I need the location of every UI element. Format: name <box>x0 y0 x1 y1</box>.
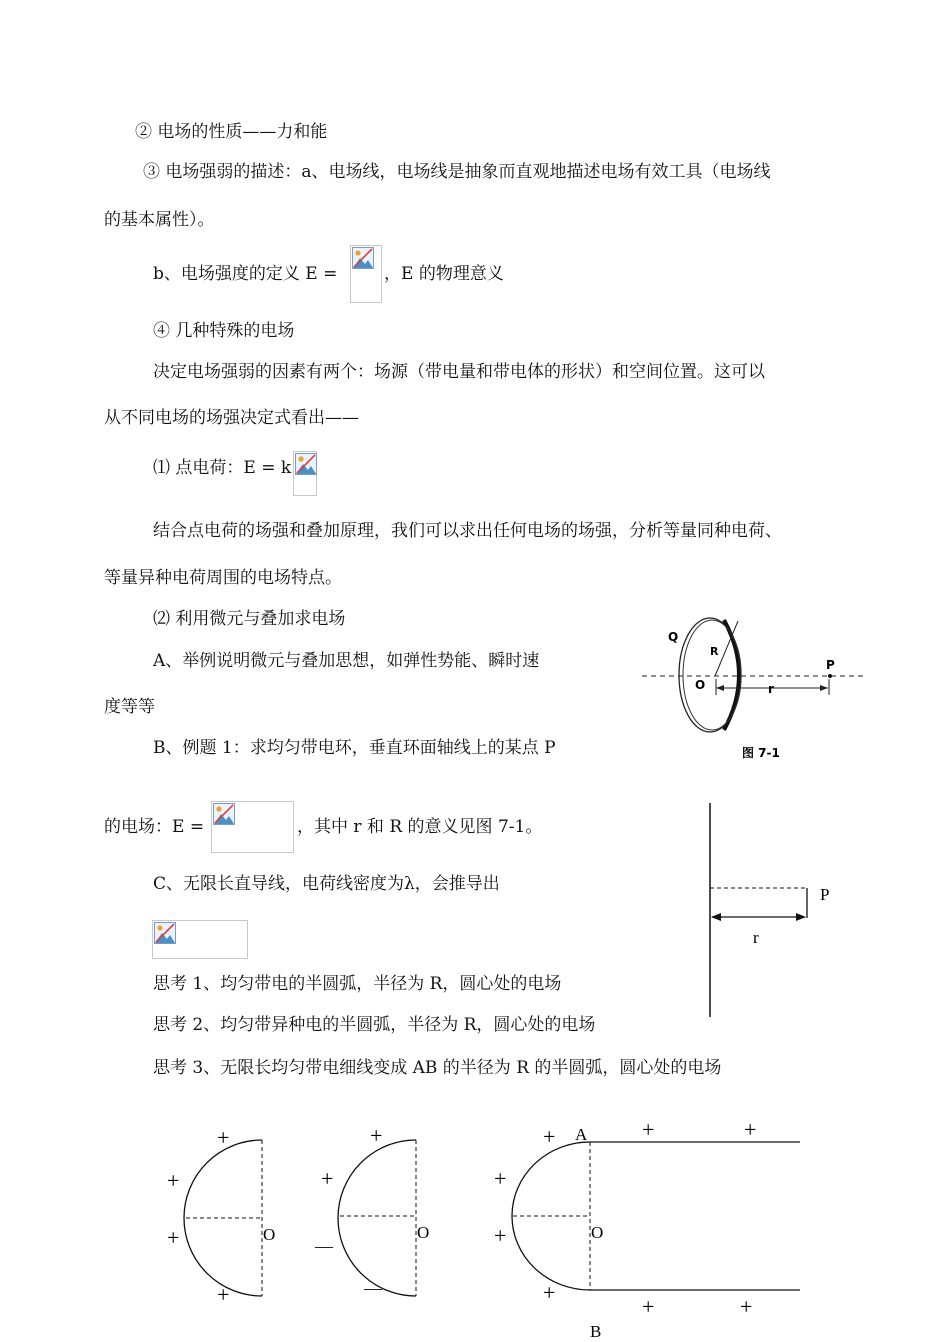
fig3-sign: + <box>744 1117 757 1142</box>
fig3-sign: + <box>543 1124 556 1149</box>
line-example-a-cont: 度等等 <box>104 697 155 717</box>
fig1-sign: + <box>217 1282 230 1307</box>
fig3-label-a: A <box>575 1125 588 1144</box>
wire-label-p: P <box>820 885 830 904</box>
wire-label-r: r <box>753 928 759 947</box>
formula-image-wire <box>152 920 248 959</box>
line-example-a: A、举例说明微元与叠加思想，如弹性势能、瞬时速 <box>153 651 540 671</box>
line-special-fields: ④ 几种特殊的电场 <box>153 321 295 341</box>
ring-field-suffix: ，其中 r 和 R 的意义见图 7-1。 <box>297 817 543 837</box>
figure-7-1-ring <box>638 615 868 765</box>
fig1-sign: + <box>167 1225 180 1250</box>
fig3-label-b: B <box>590 1322 602 1341</box>
figure-caption: 图 7-1 <box>742 746 780 760</box>
bottom-figures <box>0 1112 950 1342</box>
line-think-1: 思考 1、均匀带电的半圆弧，半径为 R，圆心处的电场 <box>153 974 562 994</box>
line-ring-field: 的电场：E = <box>104 817 205 837</box>
image-placeholder-icon <box>295 453 317 475</box>
fig3-sign: + <box>642 1117 655 1142</box>
line-point-charge: ⑴ 点电荷：E = k <box>153 458 292 478</box>
fig3-center-o: O <box>591 1223 604 1242</box>
fig1-center-o: O <box>263 1225 276 1244</box>
fig2-sign: + <box>370 1123 383 1148</box>
line-think-2: 思考 2、均匀带异种电的半圆弧，半径为 R，圆心处的电场 <box>153 1015 596 1035</box>
fig2-sign: — <box>315 1236 333 1256</box>
fig3-sign: + <box>543 1280 556 1305</box>
line-field-properties: ② 电场的性质——力和能 <box>135 122 328 142</box>
line-example-b: B、例题 1：求均匀带电环，垂直环面轴线上的某点 P <box>153 738 556 758</box>
label-o: O <box>695 678 706 692</box>
formula-image-point-charge <box>293 451 317 496</box>
line-superposition: 结合点电荷的场强和叠加原理，我们可以求出任何电场的场强，分析等量同种电荷、 <box>153 521 782 541</box>
fig1-sign: + <box>217 1125 230 1150</box>
line-superposition-cont: 等量异种电荷周围的电场特点。 <box>104 568 342 588</box>
semicircle-positive <box>167 1125 275 1307</box>
fig3-sign: + <box>494 1166 507 1191</box>
line-infinite-wire: C、无限长直导线，电荷线密度为λ，会推导出 <box>153 874 500 894</box>
image-placeholder-icon <box>213 803 235 825</box>
line-field-strength-definition <box>153 263 337 285</box>
fig3-sign: + <box>642 1294 655 1319</box>
fig2-center-o: O <box>417 1223 430 1242</box>
definition-prefix: b、电场强度的定义 E = <box>153 264 338 284</box>
formula-image-definition <box>350 245 382 303</box>
definition-suffix: ，E 的物理意义 <box>384 264 504 284</box>
image-placeholder-icon <box>154 922 176 944</box>
fig2-sign: + <box>321 1166 334 1191</box>
line-think-3: 思考 3、无限长均匀带电细线变成 AB 的半径为 R 的半圆弧，圆心处的电场 <box>153 1058 722 1078</box>
label-r-radius: R <box>710 645 719 658</box>
semicircle-opposite <box>314 1123 429 1298</box>
formula-image-ring <box>211 801 294 853</box>
label-p: P <box>826 658 835 672</box>
point-p-dot <box>828 674 832 678</box>
line-field-line-properties: 的基本属性）。 <box>104 210 215 230</box>
line-factors-cont: 从不同电场的场强决定式看出—— <box>104 408 359 428</box>
fig2-sign: — <box>364 1278 382 1298</box>
figure-infinite-wire <box>700 800 840 1020</box>
fig3-sign: + <box>494 1223 507 1248</box>
line-microelement: ⑵ 利用微元与叠加求电场 <box>153 609 346 629</box>
hairpin-line-ab <box>494 1117 800 1341</box>
image-placeholder-icon <box>352 247 374 269</box>
fig3-sign: + <box>740 1294 753 1319</box>
label-r-distance: r <box>768 682 774 696</box>
line-factors: 决定电场强弱的因素有两个：场源（带电量和带电体的形状）和空间位置。这可以 <box>153 362 765 382</box>
line-field-strength-description: ③ 电场强弱的描述：a、电场线，电场线是抽象而直观地描述电场有效工具（电场线 <box>143 162 771 182</box>
label-q: Q <box>668 630 679 644</box>
fig1-sign: + <box>167 1168 180 1193</box>
